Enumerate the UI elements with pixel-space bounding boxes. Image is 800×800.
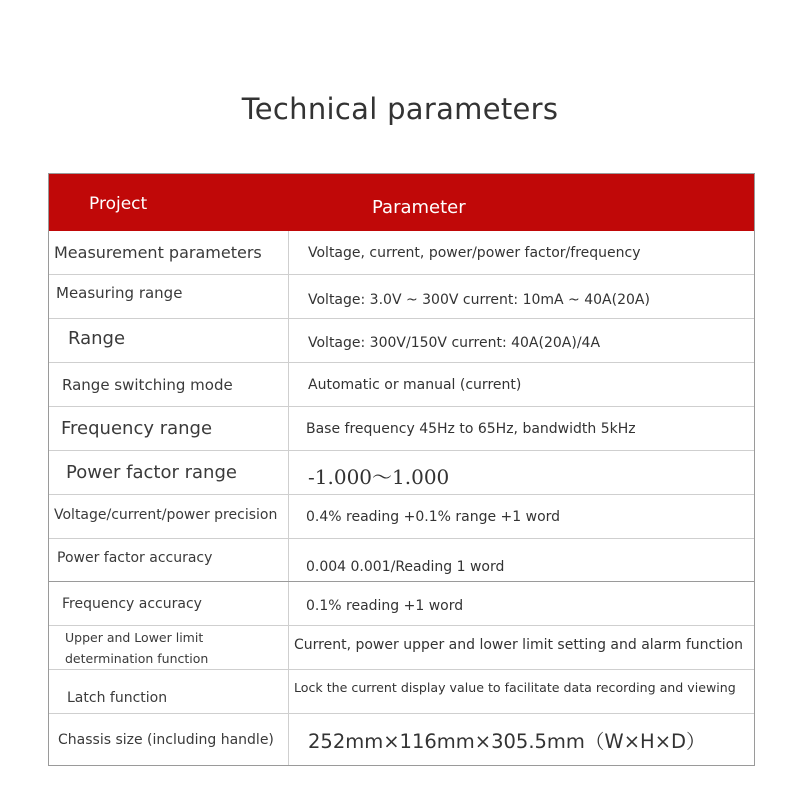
row-value: Voltage, current, power/power factor/frequency (308, 244, 641, 261)
table-header (49, 174, 754, 231)
row-label: Measurement parameters (54, 243, 262, 262)
row-value: 0.1% reading +1 word (306, 597, 464, 614)
row-value: Base frequency 45Hz to 65Hz, bandwidth 5kHz (306, 420, 636, 437)
row-label: Frequency accuracy (62, 595, 202, 612)
table-row (49, 231, 754, 274)
table-row (49, 318, 754, 362)
table-row (49, 713, 754, 765)
table-row (49, 581, 754, 625)
table-row (49, 625, 754, 669)
row-label: Measuring range (56, 283, 183, 302)
row-value: 252mm×116mm×305.5mm（W×H×D） (308, 729, 706, 753)
row-value: Voltage: 3.0V ~ 300V current: 10mA ~ 40A(20A) (308, 291, 650, 308)
row-value: 0.004 0.001/Reading 1 word (306, 559, 505, 575)
table-row (49, 362, 754, 406)
row-value: Lock the current display value to facilitate data recording and viewing (294, 680, 736, 695)
row-value: Voltage: 300V/150V current: 40A(20A)/4A (308, 334, 601, 351)
row-value: -1.000～1.000 (308, 465, 450, 489)
row-label: Range switching mode (62, 375, 233, 394)
row-value: 0.4% reading +0.1% range +1 word (306, 508, 561, 525)
row-label: Frequency range (61, 418, 213, 439)
table-row (49, 406, 754, 450)
column-header-project: Project (89, 194, 148, 214)
table-row (49, 450, 754, 494)
page-title: Technical parameters (241, 92, 559, 126)
table-row (49, 669, 754, 713)
row-value: Current, power upper and lower limit setting and alarm function (294, 636, 744, 653)
row-label: Power factor accuracy (57, 550, 213, 566)
column-header-parameter: Parameter (372, 197, 466, 218)
table-row (49, 538, 754, 581)
table-row (49, 274, 754, 318)
row-label: Latch function (67, 689, 168, 706)
row-label: Range (68, 328, 126, 349)
table-row (49, 494, 754, 538)
row-label: Power factor range (66, 462, 237, 483)
row-label: Voltage/current/power precision (54, 506, 278, 523)
row-label: Chassis size (including handle) (58, 731, 274, 748)
row-value: Automatic or manual (current) (308, 376, 522, 393)
spec-table (48, 173, 755, 766)
row-label: Upper and Lower limit determination function (65, 629, 209, 666)
